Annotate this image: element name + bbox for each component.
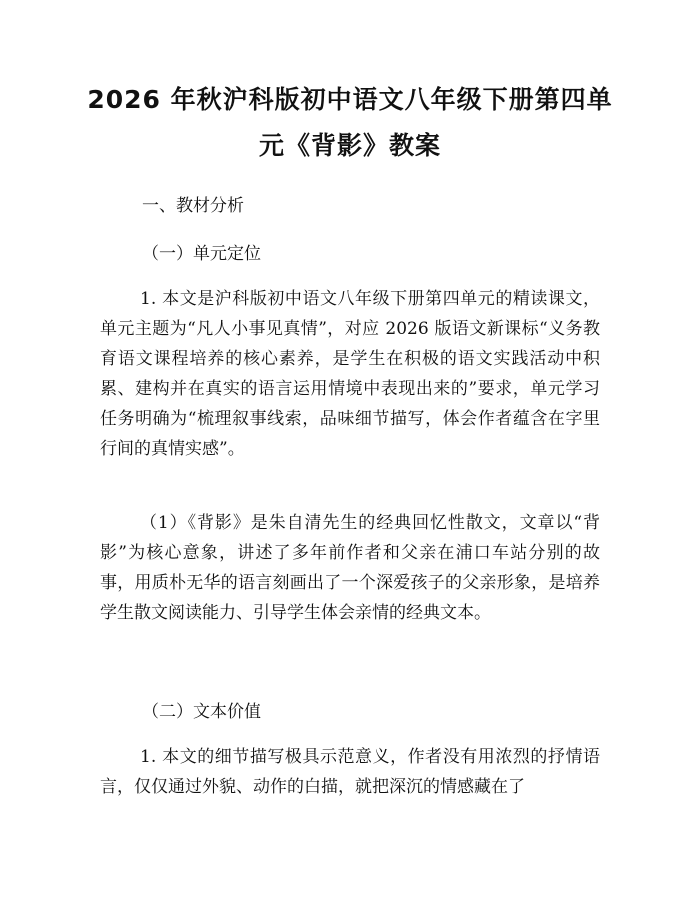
subsection-heading-text-value: （二）文本价值 — [142, 702, 261, 722]
document-title-line-1: 2026 年秋沪科版初中语文八年级下册第四单 — [87, 85, 613, 114]
document-title-line-2: 元《背影》教案 — [258, 131, 441, 160]
paragraph-text-introduction: （1）《背影》是朱自清先生的经典回忆性散文，文章以“背影”为核心意象，讲述了多年前作者和父亲在浦口车站分别的故事，用质朴无华的语言刻画出了一个深爱孩子的父亲形象，是培养学生散文阅读能力、引导学生体会亲情的经典文本。 — [100, 513, 600, 623]
paragraph-unit-positioning: 1. 本文是沪科版初中语文八年级下册第四单元的精读课文，单元主题为“凡人小事见真情”，对应 2026 版语文新课标“义务教育语文课程培养的核心素养，是学生在积极的语文实践活动中积累、建构并在真实的语言运用情境中表现出来的”要求，单元学习任务明确为“梳理叙事线索，品味细节描写，体会作者蕴含在字里行间的真情实感”。 — [100, 289, 600, 459]
section-heading-teaching-material-analysis: 一、教材分析 — [142, 196, 244, 216]
paragraph-text-value: 1. 本文的细节描写极具示范意义，作者没有用浓烈的抒情语言，仅仅通过外貌、动作的白描，就把深沉的情感藏在了 — [100, 747, 600, 797]
subsection-heading-unit-positioning: （一）单元定位 — [142, 244, 261, 264]
